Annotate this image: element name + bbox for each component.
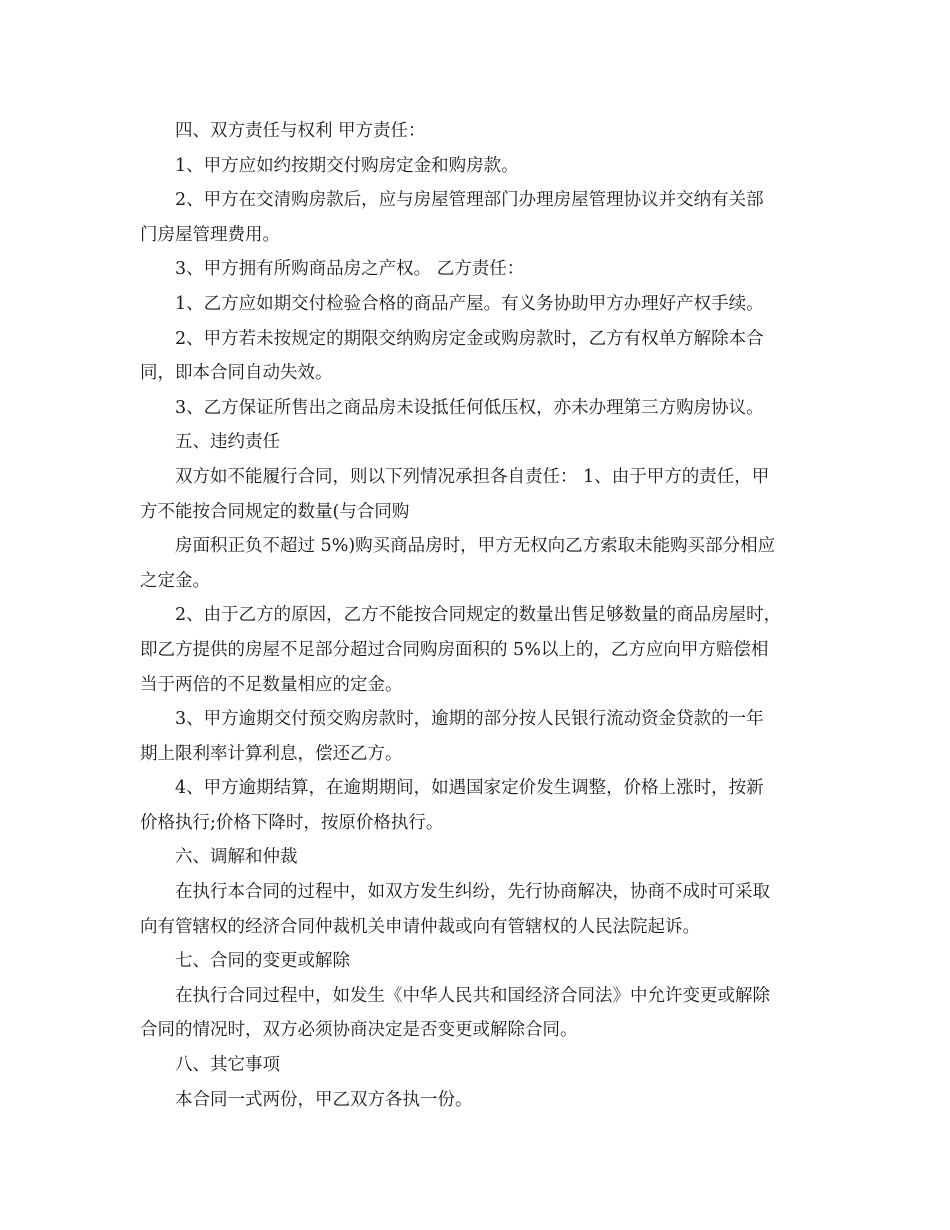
contract-line: 1、甲方应如约按期交付购房定金和购房款。 <box>175 155 519 176</box>
contract-line: 4、甲方逾期结算，在逾期期间，如遇国家定价发生调整，价格上涨时，按新 <box>175 778 764 799</box>
contract-line: 房面积正负不超过 5%)购买商品房时，甲方无权向乙方索取未能购买部分相应 <box>175 536 776 557</box>
contract-line: 同，即本合同自动失效。 <box>140 363 333 384</box>
contract-line: 五、违约责任 <box>175 432 280 453</box>
contract-line: 七、合同的变更或解除 <box>175 951 350 972</box>
contract-line: 合同的情况时，双方必须协商决定是否变更或解除合同。 <box>140 1020 578 1041</box>
contract-line: 3、甲方拥有所购商品房之产权。 乙方责任： <box>175 259 525 280</box>
contract-line: 当于两倍的不足数量相应的定金。 <box>140 674 403 695</box>
contract-line: 2、甲方在交清购房款后，应与房屋管理部门办理房屋管理协议并交纳有关部 <box>175 190 764 211</box>
contract-line: 在执行合同过程中，如发生《中华人民共和国经济合同法》中允许变更或解除 <box>175 985 770 1006</box>
contract-line: 门房屋管理费用。 <box>140 224 280 245</box>
contract-line: 四、双方责任与权利 甲方责任： <box>175 121 426 141</box>
contract-line: 2、甲方若未按规定的期限交纳购房定金或购房款时，乙方有权单方解除本合 <box>175 328 764 349</box>
contract-line: 3、乙方保证所售出之商品房未设抵任何低压权，亦未办理第三方购房协议。 <box>175 397 764 418</box>
contract-body <box>140 114 816 1117</box>
contract-line: 八、其它事项 <box>175 1055 280 1076</box>
contract-line: 价格执行;价格下降时，按原价格执行。 <box>140 812 444 833</box>
contract-line: 向有管辖权的经济合同仲裁机关申请仲裁或向有管辖权的人民法院起诉。 <box>140 916 700 937</box>
contract-line: 本合同一式两份，甲乙双方各执一份。 <box>175 1089 473 1110</box>
contract-line: 在执行本合同的过程中，如双方发生纠纷，先行协商解决，协商不成时可采取 <box>175 882 770 903</box>
contract-line: 六、调解和仲裁 <box>175 847 298 868</box>
contract-line: 即乙方提供的房屋不足部分超过合同购房面积的 5%以上的，乙方应向甲方赔偿相 <box>140 639 769 660</box>
contract-line: 期上限利率计算利息，偿还乙方。 <box>140 743 403 764</box>
contract-line: 方不能按合同规定的数量(与合同购 <box>140 501 410 522</box>
contract-line: 之定金。 <box>140 570 210 591</box>
contract-line: 2、由于乙方的原因，乙方不能按合同规定的数量出售足够数量的商品房屋时， <box>175 605 782 626</box>
contract-line: 3、甲方逾期交付预交购房款时，逾期的部分按人民银行流动资金贷款的一年 <box>175 709 764 730</box>
contract-line: 1、乙方应如期交付检验合格的商品产屋。有义务协助甲方办理好产权手续。 <box>175 293 764 314</box>
contract-line: 双方如不能履行合同，则以下列情况承担各自责任： 1、由于甲方的责任，甲 <box>175 466 770 487</box>
